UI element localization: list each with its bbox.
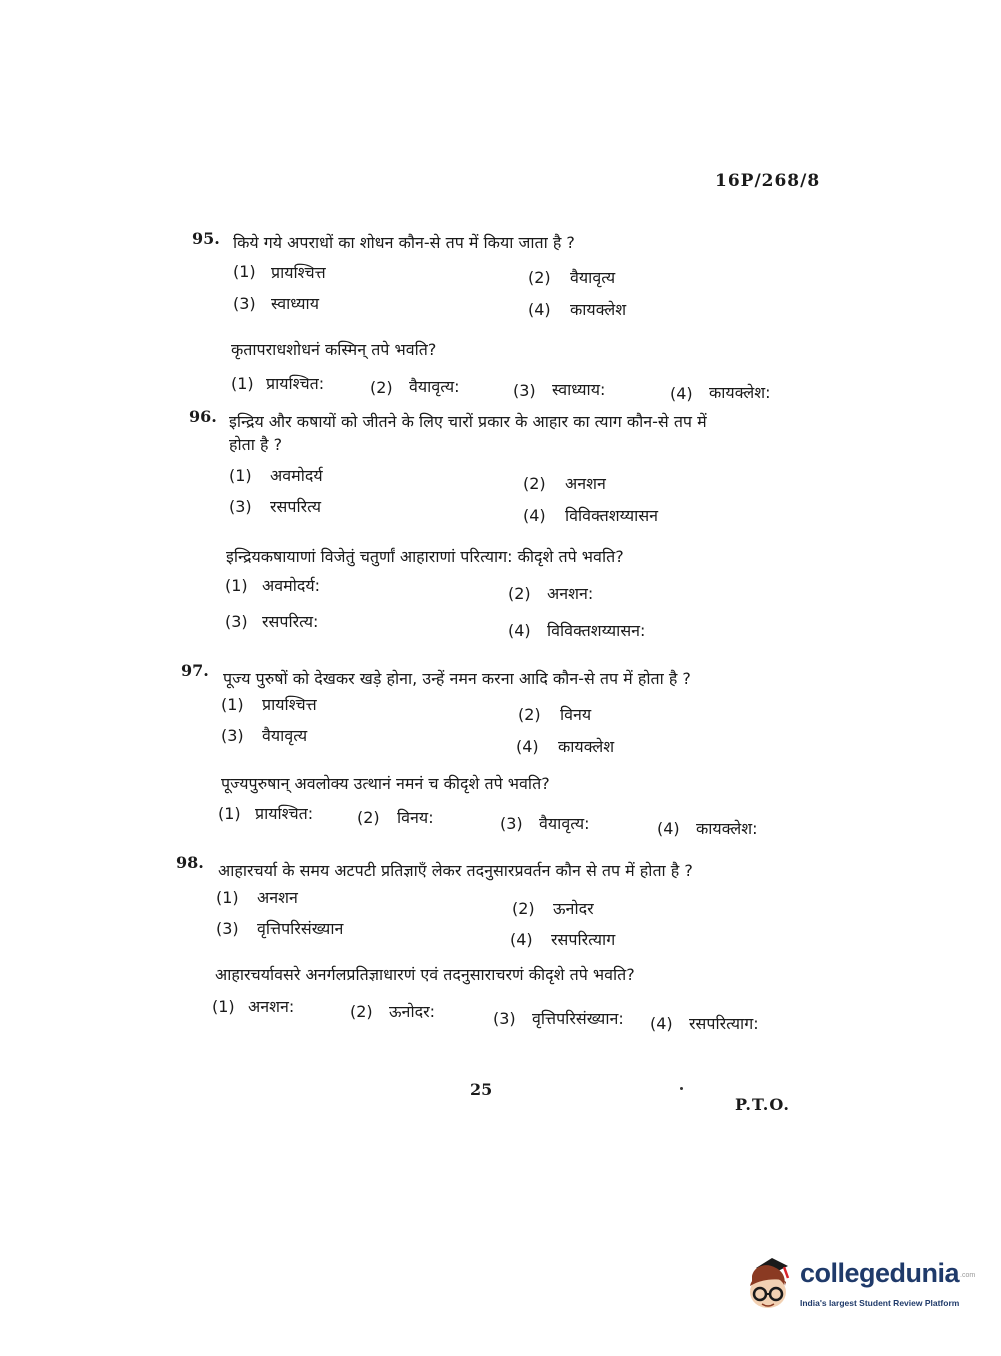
option-number: (3)	[233, 294, 256, 313]
option-number: (2)	[523, 474, 546, 493]
option-number: (4)	[670, 384, 693, 403]
option-number: (2)	[357, 808, 380, 827]
option-number: (3)	[221, 726, 244, 745]
option-text: विनय:	[397, 808, 434, 827]
option-text: वैयावृत्य	[570, 268, 616, 287]
option-number: (2)	[528, 268, 551, 287]
option-number: (1)	[212, 997, 235, 1016]
pto-label: P.T.O.	[735, 1095, 790, 1114]
question-text-sanskrit: कृतापराधशोधनं कस्मिन् तपे भवति?	[231, 340, 437, 359]
option-text: वृत्तिपरिसंख्यान	[257, 919, 344, 938]
option-number: (4)	[528, 300, 551, 319]
option-number: (4)	[523, 506, 546, 525]
option-number: (1)	[231, 374, 254, 393]
option-number: (1)	[218, 804, 241, 823]
option-number: (3)	[513, 381, 536, 400]
question-text-hindi: किये गये अपराधों का शोधन कौन-से तप में किया जाता है ?	[233, 233, 575, 252]
question-text-sanskrit: आहारचर्यावसरे अनर्गलप्रतिज्ञाधारणं एवं तदनुसाराचरणं कीदृशे तपे भवति?	[215, 965, 635, 984]
option-number: (3)	[216, 919, 239, 938]
option-text: कायक्लेश:	[696, 819, 758, 838]
option-number: (4)	[508, 621, 531, 640]
option-number: (2)	[518, 705, 541, 724]
option-number: (4)	[650, 1014, 673, 1033]
brand-suffix: .com	[960, 1272, 976, 1279]
option-text: प्रायश्चित्त	[262, 695, 317, 714]
question-number: 98.	[176, 853, 204, 872]
option-text: वैयावृत्य:	[409, 377, 460, 396]
option-number: (4)	[516, 737, 539, 756]
option-number: (4)	[657, 819, 680, 838]
page-number: 25	[470, 1080, 493, 1099]
question-number: 95.	[192, 229, 220, 248]
option-text: प्रायश्चित:	[255, 804, 314, 823]
option-text: अवमोदर्य	[270, 466, 323, 485]
option-number: (2)	[512, 899, 535, 918]
mascot-icon	[742, 1252, 798, 1314]
option-number: (1)	[229, 466, 252, 485]
option-number: (2)	[370, 378, 393, 397]
option-number: (1)	[221, 695, 244, 714]
option-text: रसपरित्याग:	[689, 1014, 759, 1033]
brand-tagline: India's largest Student Review Platform	[800, 1298, 960, 1308]
collegedunia-watermark	[742, 1250, 976, 1320]
question-number: 96.	[189, 407, 217, 426]
option-text: कायक्लेश	[570, 300, 627, 319]
option-text: अनशन:	[248, 997, 295, 1016]
question-text-hindi-cont: होता है ?	[229, 435, 283, 454]
scan-dot	[680, 1087, 683, 1090]
option-number: (1)	[216, 888, 239, 907]
option-number: (2)	[350, 1002, 373, 1021]
option-number: (1)	[233, 262, 256, 281]
option-text: वृत्तिपरिसंख्यान:	[532, 1009, 624, 1028]
option-number: (3)	[493, 1009, 516, 1028]
option-text: प्रायश्चित्त	[271, 263, 326, 282]
paper-code: 16P/268/8	[715, 171, 821, 191]
option-text: विनय	[560, 705, 592, 724]
option-text: विविक्तशय्यासन:	[547, 621, 646, 640]
option-text: वैयावृत्य	[262, 726, 308, 745]
option-text: प्रायश्चित:	[266, 374, 325, 393]
option-text: अनशन	[565, 474, 606, 493]
option-text: स्वाध्याय	[271, 294, 319, 313]
question-text-sanskrit: पूज्यपुरुषान् अवलोक्य उत्थानं नमनं च कीदृशे तपे भवति?	[221, 774, 550, 793]
option-text: विविक्तशय्यासन	[565, 506, 659, 525]
option-number: (3)	[500, 814, 523, 833]
option-text: रसपरित्याग	[551, 930, 616, 949]
option-number: (1)	[225, 576, 248, 595]
option-text: कायक्लेश	[558, 737, 615, 756]
option-text: रसपरित्य	[270, 497, 322, 516]
option-text: अनशन	[257, 888, 298, 907]
brand-name: collegedunia	[800, 1258, 960, 1288]
question-number: 97.	[181, 661, 209, 680]
option-text: रसपरित्य:	[262, 612, 319, 631]
option-text: स्वाध्याय:	[552, 380, 606, 399]
option-number: (3)	[229, 497, 252, 516]
option-number: (4)	[510, 930, 533, 949]
option-text: कायक्लेश:	[709, 383, 771, 402]
question-text-hindi: इन्द्रिय और कषायों को जीतने के लिए चारों प्रकार के आहार का त्याग कौन-से तप में	[229, 412, 707, 431]
question-text-hindi: आहारचर्या के समय अटपटी प्रतिज्ञाएँ लेकर तदनुसारप्रवर्तन कौन से तप में होता है ?	[218, 861, 693, 880]
question-text-hindi: पूज्य पुरुषों को देखकर खड़े होना, उन्हें नमन करना आदि कौन-से तप में होता है ?	[223, 669, 691, 688]
option-number: (2)	[508, 584, 531, 603]
option-text: ऊनोदर	[553, 899, 594, 918]
option-number: (3)	[225, 612, 248, 631]
option-text: अवमोदर्य:	[262, 576, 320, 595]
option-text: ऊनोदर:	[389, 1002, 436, 1021]
option-text: वैयावृत्य:	[539, 814, 590, 833]
option-text: अनशन:	[547, 584, 594, 603]
question-text-sanskrit: इन्द्रियकषायाणां विजेतुं चतुर्णां आहाराणां परित्याग: कीदृशे तपे भवति?	[226, 547, 624, 566]
